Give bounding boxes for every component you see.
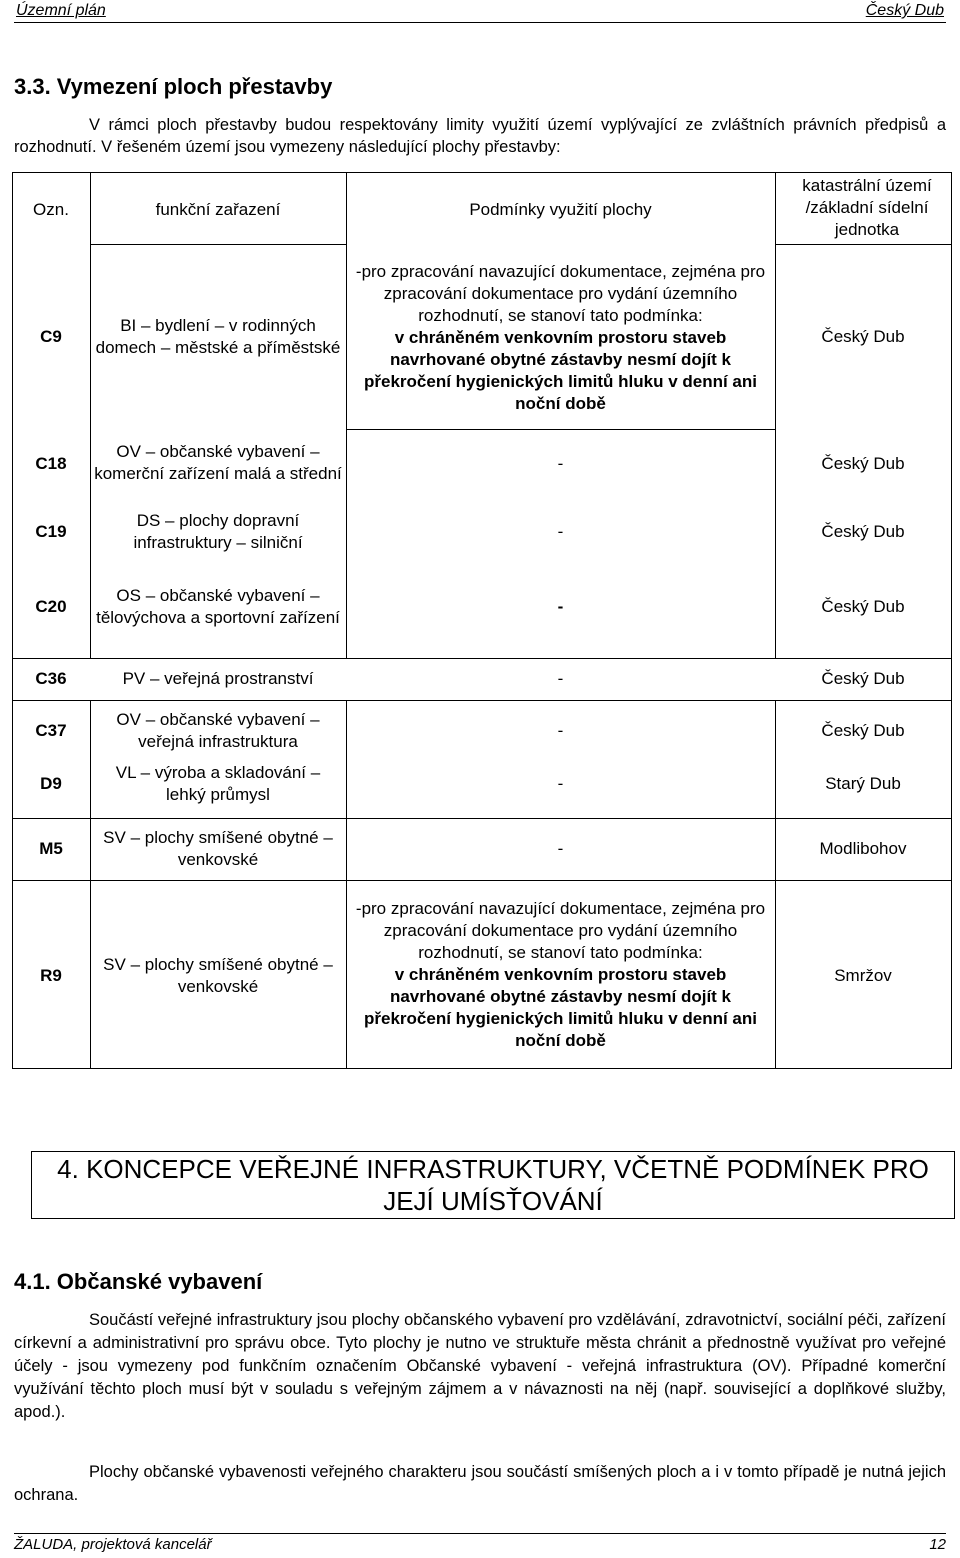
- conditions-bold-text: v chráněném venkovním prostoru staveb navrhované obytné zástavby nesmí dojít k překročení hygienických limitů hluku v denní ani noční době: [364, 328, 757, 413]
- row-conditions: -: [557, 839, 564, 858]
- column-header-cadastral: katastrální území /základní sídelní jednotka: [802, 176, 932, 239]
- column-separator: [90, 172, 91, 658]
- row-conditions: -: [557, 721, 564, 740]
- column-header-conditions: Podmínky využití plochy: [469, 200, 652, 219]
- row-function: OV – občanské vybavení – komerční zařízení malá a střední: [94, 442, 342, 483]
- row-cadastral: Smržov: [834, 966, 892, 985]
- column-header-code: Ozn.: [33, 200, 69, 219]
- row-code: C37: [35, 721, 67, 740]
- row-conditions: -: [557, 454, 564, 473]
- header-town-name: Český Dub: [865, 2, 944, 19]
- table-header-line: [775, 244, 952, 245]
- chapter-heading: 4. KONCEPCE VEŘEJNÉ INFRASTRUKTURY, VČETNĚ PODMÍNEK PRO JEJÍ UMÍSŤOVÁNÍ: [31, 1151, 955, 1219]
- row-code: R9: [40, 966, 62, 985]
- row-cadastral: Starý Dub: [825, 774, 901, 793]
- footer-company: ŽALUDA, projektová kancelář: [14, 1536, 212, 1553]
- row-function: DS – plochy dopravní infrastruktury – silniční: [133, 511, 303, 552]
- row-code: C20: [35, 597, 67, 616]
- column-separator: [346, 700, 347, 1068]
- conditions-bold-text: v chráněném venkovním prostoru staveb navrhované obytné zástavby nesmí dojít k překročení hygienických limitů hluku v denní ani noční době: [364, 965, 757, 1050]
- row-code: C36: [35, 669, 67, 688]
- row-conditions: -: [557, 597, 564, 616]
- row-conditions: -: [557, 774, 564, 793]
- row-function: SV – plochy smíšené obytné – venkovské: [103, 828, 333, 869]
- row-cadastral: Český Dub: [821, 327, 905, 346]
- footer-divider: [14, 1533, 946, 1534]
- row-function: VL – výroba a skladování – lehký průmysl: [115, 763, 321, 804]
- table-border-right: [951, 172, 952, 1069]
- row-cadastral: Český Dub: [821, 522, 905, 541]
- column-separator: [346, 172, 347, 658]
- conditions-text: -pro zpracování navazující dokumentace, zejména pro zpracování dokumentace pro vydání územního rozhodnutí, se stanoví tato podmínka:: [355, 262, 766, 325]
- table-border-bottom: [12, 1068, 952, 1069]
- row-conditions: [348, 884, 773, 1066]
- row-conditions: [348, 248, 773, 428]
- row-separator: [346, 429, 775, 430]
- table-border-top: [12, 172, 952, 173]
- row-separator: [12, 818, 952, 819]
- row-cadastral: Český Dub: [821, 454, 905, 473]
- row-separator: [12, 658, 952, 659]
- row-function: BI – bydlení – v rodinných domech – městské a příměstské: [95, 316, 341, 357]
- row-separator: [12, 880, 952, 881]
- paragraph: Plochy občanské vybavenosti veřejného charakteru jsou součástí smíšených ploch a i v tomto případě je nutná jejich ochrana.: [14, 1463, 946, 1504]
- page-number: 12: [929, 1536, 946, 1553]
- paragraph: Součástí veřejné infrastruktury jsou plochy občanského vybavení pro vzdělávání, zdravotnictví, sociální péči, zařízení církevní a administrativní pro správu obce. Tyto plochy je nutno ve struktuře města chránit a přednostně využívat pro veřejné účely - jsou vymezeny pod funkčním označením Občanské vybavení - veřejná infrastruktura (OV). Případné komerční využívání těchto ploch musí být v souladu s veřejným zájmem a v návaznosti na něj (např. související a doplňkové služby, apod.).: [14, 1311, 946, 1421]
- row-cadastral: Český Dub: [821, 669, 905, 688]
- row-code: D9: [40, 774, 62, 793]
- row-conditions: -: [557, 522, 564, 541]
- row-function: OS – občanské vybavení – tělovýchova a sportovní zařízení: [96, 586, 340, 627]
- row-code: C9: [40, 327, 62, 346]
- row-cadastral: Modlibohov: [819, 839, 907, 858]
- subsection-title: 4.1. Občanské vybavení: [14, 1269, 263, 1294]
- column-header-function: funkční zařazení: [155, 200, 281, 219]
- row-cadastral: Český Dub: [821, 721, 905, 740]
- section-intro: V rámci ploch přestavby budou respektovány limity využití území vyplývající ze zvláštních právních předpisů a rozhodnutí. V řešeném území jsou vymezeny následující plochy přestavby:: [14, 116, 946, 156]
- row-function: PV – veřejná prostranství: [122, 669, 314, 688]
- column-separator: [775, 700, 776, 1068]
- row-separator: [12, 700, 952, 701]
- row-function: OV – občanské vybavení – veřejná infrastruktura: [116, 710, 320, 751]
- conditions-text: -pro zpracování navazující dokumentace, zejména pro zpracování dokumentace pro vydání územního rozhodnutí, se stanoví tato podmínka:: [355, 899, 766, 962]
- column-separator: [90, 700, 91, 1068]
- row-function: SV – plochy smíšené obytné – venkovské: [103, 955, 333, 996]
- row-code: C19: [35, 522, 67, 541]
- section-title: 3.3. Vymezení ploch přestavby: [14, 74, 333, 99]
- column-separator: [775, 172, 776, 658]
- header-document-title: Územní plán: [16, 2, 106, 19]
- table-header-line: [90, 244, 346, 245]
- row-conditions: -: [557, 669, 564, 688]
- row-code: M5: [39, 839, 63, 858]
- row-cadastral: Český Dub: [821, 597, 905, 616]
- row-code: C18: [35, 454, 67, 473]
